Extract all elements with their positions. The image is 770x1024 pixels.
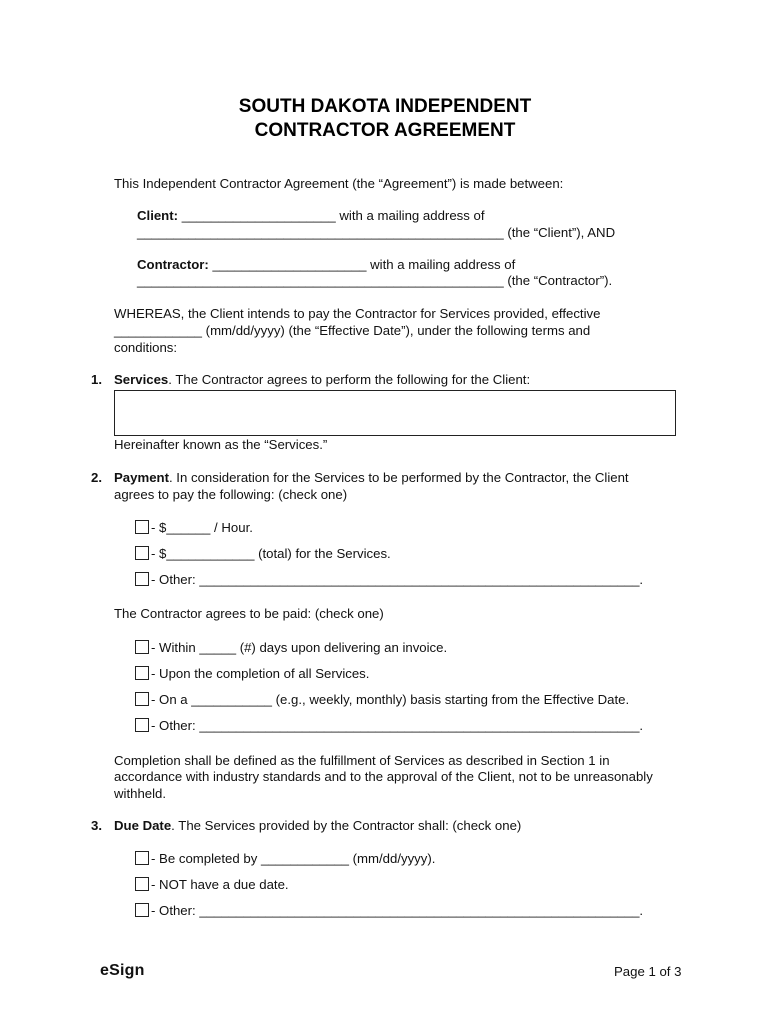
option-label: - Other: ____________________________________________________________. bbox=[151, 572, 644, 587]
checkbox[interactable] bbox=[135, 640, 149, 654]
checkbox[interactable] bbox=[135, 877, 149, 891]
paid-option-completion bbox=[135, 665, 369, 682]
whereas-line1: WHEREAS, the Client intends to pay the Contractor for Services provided, effective bbox=[114, 306, 601, 321]
paid-option-basis bbox=[135, 691, 629, 708]
payment-option-hourly bbox=[135, 519, 253, 536]
completion-line1: Completion shall be defined as the fulfillment of Services as described in Section 1 in bbox=[114, 753, 610, 768]
checkbox[interactable] bbox=[135, 666, 149, 680]
services-input-box[interactable] bbox=[114, 390, 676, 436]
section3-heading: Due Date bbox=[114, 818, 172, 833]
checkbox[interactable] bbox=[135, 692, 149, 706]
completion-line2: accordance with industry standards and to the approval of the Client, not to be unreasonably bbox=[114, 769, 653, 784]
section2-line2: agrees to pay the following: (check one) bbox=[114, 487, 348, 502]
section1-after: Hereinafter known as the “Services.” bbox=[114, 437, 328, 452]
option-label: - NOT have a due date. bbox=[151, 877, 289, 892]
section1-number: 1. bbox=[91, 372, 102, 387]
due-option-completed-by bbox=[135, 850, 435, 867]
option-label: - $____________ (total) for the Services. bbox=[151, 546, 391, 561]
intro-text: This Independent Contractor Agreement (the “Agreement”) is made between: bbox=[114, 176, 564, 191]
contractor-address-line[interactable]: __________________________________________________ (the “Contractor”). bbox=[137, 273, 613, 288]
esign-logo: eSign bbox=[100, 962, 145, 979]
section2-heading-line bbox=[114, 469, 629, 486]
section2-text: . In consideration for the Services to be performed by the Contractor, the Client bbox=[168, 470, 629, 485]
contractor-line1 bbox=[137, 256, 515, 273]
section3-number: 3. bbox=[91, 818, 102, 833]
checkbox[interactable] bbox=[135, 851, 149, 865]
client-name-blank[interactable]: _____________________ with a mailing address of bbox=[178, 208, 485, 223]
section3-text: . The Services provided by the Contractor shall: (check one) bbox=[171, 818, 522, 833]
payment-option-other bbox=[135, 571, 643, 588]
document-title-line2: CONTRACTOR AGREEMENT bbox=[254, 120, 516, 141]
section1-heading-line bbox=[114, 371, 530, 388]
contractor-name-blank[interactable]: _____________________ with a mailing address of bbox=[208, 257, 516, 272]
option-label: - Be completed by ____________ (mm/dd/yyyy). bbox=[151, 851, 436, 866]
section1-heading: Services bbox=[114, 372, 169, 387]
option-label: - Other: ____________________________________________________________. bbox=[151, 718, 644, 733]
section2-heading: Payment bbox=[114, 470, 169, 485]
document-title-line1: SOUTH DAKOTA INDEPENDENT bbox=[238, 96, 532, 117]
option-label: - Within _____ (#) days upon delivering an invoice. bbox=[151, 640, 448, 655]
checkbox[interactable] bbox=[135, 572, 149, 586]
contractor-label: Contractor: bbox=[137, 257, 209, 272]
checkbox[interactable] bbox=[135, 903, 149, 917]
whereas-line2[interactable]: ____________ (mm/dd/yyyy) (the “Effective Date”), under the following terms and bbox=[114, 323, 591, 338]
option-label: - Upon the completion of all Services. bbox=[151, 666, 370, 681]
checkbox[interactable] bbox=[135, 520, 149, 534]
paid-heading: The Contractor agrees to be paid: (check one) bbox=[114, 606, 384, 621]
payment-option-total bbox=[135, 545, 391, 562]
whereas-line3: conditions: bbox=[114, 340, 178, 355]
due-option-none bbox=[135, 876, 289, 893]
due-option-other bbox=[135, 902, 643, 919]
checkbox[interactable] bbox=[135, 546, 149, 560]
page-number: Page 1 of 3 bbox=[614, 964, 682, 979]
client-address-line[interactable]: __________________________________________________ (the “Client”), AND bbox=[137, 225, 616, 240]
checkbox[interactable] bbox=[135, 718, 149, 732]
option-label: - $______ / Hour. bbox=[151, 520, 253, 535]
section1-text: . The Contractor agrees to perform the following for the Client: bbox=[168, 372, 531, 387]
client-label: Client: bbox=[137, 208, 179, 223]
completion-line3: withheld. bbox=[114, 786, 167, 801]
paid-option-within bbox=[135, 639, 447, 656]
option-label: - Other: ____________________________________________________________. bbox=[151, 903, 644, 918]
option-label: - On a ___________ (e.g., weekly, monthly) basis starting from the Effective Date. bbox=[151, 692, 630, 707]
paid-option-other bbox=[135, 717, 643, 734]
client-line1 bbox=[137, 207, 485, 224]
section2-number: 2. bbox=[91, 470, 102, 485]
section3-heading-line bbox=[114, 817, 521, 834]
